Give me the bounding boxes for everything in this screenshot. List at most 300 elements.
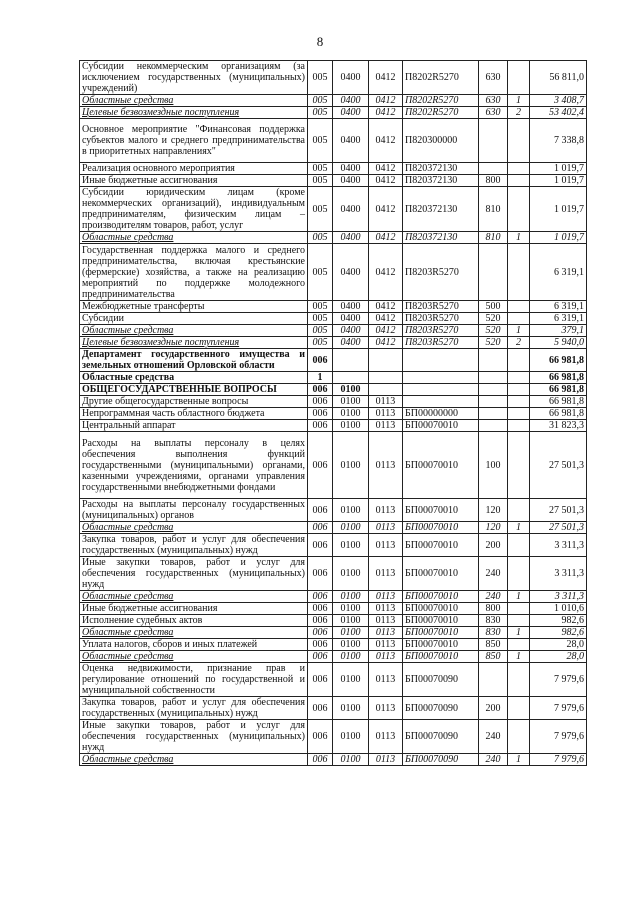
row-subsection-code: 0412: [369, 107, 403, 119]
row-section-code: 0100: [333, 720, 369, 754]
row-name: ОБЩЕГОСУДАРСТВЕННЫЕ ВОПРОСЫ: [80, 384, 308, 396]
row-target-article: БП00070010: [403, 639, 479, 651]
row-name: Основное мероприятие "Финансовая поддержка субъектов малого и среднего предпринимательства в приоритетных направлениях": [80, 119, 308, 163]
row-funding-source: [508, 639, 530, 651]
table-row: [80, 61, 587, 95]
row-funding-source: [508, 615, 530, 627]
row-subsection-code: 0412: [369, 95, 403, 107]
table-row: [80, 244, 587, 301]
row-subsection-code: 0412: [369, 337, 403, 349]
row-section-code: 0100: [333, 651, 369, 663]
row-target-article: П820372130: [403, 187, 479, 232]
row-funding-source: [508, 301, 530, 313]
row-ved-code: 006: [308, 639, 333, 651]
row-amount: 66 981,8: [530, 396, 587, 408]
table-row: [80, 325, 587, 337]
row-expense-type: [479, 349, 508, 372]
row-section-code: 0100: [333, 615, 369, 627]
row-amount: 1 019,7: [530, 187, 587, 232]
row-ved-code: 006: [308, 615, 333, 627]
row-subsection-code: 0412: [369, 61, 403, 95]
table-row: [80, 119, 587, 163]
row-expense-type: 810: [479, 232, 508, 244]
row-name: Областные средства: [80, 627, 308, 639]
table-row: [80, 349, 587, 372]
row-funding-source: [508, 384, 530, 396]
table-row: [80, 627, 587, 639]
row-amount: 7 979,6: [530, 663, 587, 697]
table-row: [80, 557, 587, 591]
row-amount: 982,6: [530, 615, 587, 627]
table-row: [80, 396, 587, 408]
row-amount: 1 019,7: [530, 163, 587, 175]
row-ved-code: 006: [308, 557, 333, 591]
row-subsection-code: 0113: [369, 557, 403, 591]
row-amount: 66 981,8: [530, 384, 587, 396]
row-name: Другие общегосударственные вопросы: [80, 396, 308, 408]
row-amount: 66 981,8: [530, 349, 587, 372]
row-ved-code: 006: [308, 591, 333, 603]
row-funding-source: [508, 119, 530, 163]
row-target-article: П820372130: [403, 232, 479, 244]
row-section-code: 0100: [333, 754, 369, 766]
table-row: [80, 232, 587, 244]
row-expense-type: 830: [479, 615, 508, 627]
row-name: Иные закупки товаров, работ и услуг для обеспечения государственных (муниципальных) нужд: [80, 557, 308, 591]
row-amount: 56 811,0: [530, 61, 587, 95]
row-amount: 28,0: [530, 651, 587, 663]
row-name: Расходы на выплаты персоналу в целях обеспечения выполнения функций государственными (муниципальными) органами, казенными учреждениями, органами управления государственными внебюджетными фондами: [80, 432, 308, 499]
row-ved-code: 006: [308, 408, 333, 420]
row-name: Закупка товаров, работ и услуг для обеспечения государственных (муниципальных) нужд: [80, 697, 308, 720]
table-row: [80, 301, 587, 313]
row-expense-type: 200: [479, 697, 508, 720]
row-section-code: 0400: [333, 337, 369, 349]
row-subsection-code: 0113: [369, 651, 403, 663]
row-section-code: 0100: [333, 396, 369, 408]
row-ved-code: 005: [308, 232, 333, 244]
row-expense-type: 830: [479, 627, 508, 639]
row-target-article: [403, 349, 479, 372]
row-target-article: БП00070090: [403, 663, 479, 697]
row-expense-type: 520: [479, 325, 508, 337]
table-row: [80, 372, 587, 384]
table-row: [80, 384, 587, 396]
row-ved-code: 006: [308, 499, 333, 522]
row-target-article: П820372130: [403, 163, 479, 175]
row-name: Департамент государственного имущества и земельных отношений Орловской области: [80, 349, 308, 372]
row-amount: 3 408,7: [530, 95, 587, 107]
row-subsection-code: 0412: [369, 175, 403, 187]
row-expense-type: 240: [479, 557, 508, 591]
row-subsection-code: 0412: [369, 119, 403, 163]
row-name: Областные средства: [80, 372, 308, 384]
row-funding-source: [508, 697, 530, 720]
table-row: [80, 720, 587, 754]
row-subsection-code: [369, 372, 403, 384]
row-funding-source: [508, 420, 530, 432]
row-funding-source: [508, 720, 530, 754]
row-name: Областные средства: [80, 232, 308, 244]
row-ved-code: 005: [308, 163, 333, 175]
row-name: Целевые безвозмездные поступления: [80, 107, 308, 119]
row-ved-code: 005: [308, 313, 333, 325]
row-funding-source: 2: [508, 107, 530, 119]
row-target-article: БП00070090: [403, 754, 479, 766]
row-section-code: 0100: [333, 591, 369, 603]
table-row: [80, 420, 587, 432]
row-ved-code: 005: [308, 119, 333, 163]
row-subsection-code: 0113: [369, 534, 403, 557]
row-amount: 6 319,1: [530, 244, 587, 301]
row-subsection-code: 0113: [369, 499, 403, 522]
row-ved-code: 005: [308, 107, 333, 119]
row-amount: 3 311,3: [530, 557, 587, 591]
row-section-code: 0400: [333, 325, 369, 337]
table-row: [80, 651, 587, 663]
row-funding-source: 1: [508, 651, 530, 663]
row-ved-code: 006: [308, 432, 333, 499]
row-target-article: БП00070010: [403, 499, 479, 522]
row-name: Областные средства: [80, 95, 308, 107]
row-subsection-code: [369, 384, 403, 396]
row-amount: 982,6: [530, 627, 587, 639]
row-ved-code: 005: [308, 95, 333, 107]
row-target-article: П820300000: [403, 119, 479, 163]
row-target-article: БП00070010: [403, 557, 479, 591]
row-subsection-code: 0113: [369, 627, 403, 639]
page-number: 8: [316, 34, 324, 49]
row-funding-source: 1: [508, 232, 530, 244]
row-section-code: 0400: [333, 175, 369, 187]
budget-table: [79, 60, 587, 766]
row-section-code: 0400: [333, 244, 369, 301]
row-ved-code: 005: [308, 175, 333, 187]
row-section-code: 0400: [333, 163, 369, 175]
row-subsection-code: 0113: [369, 615, 403, 627]
row-expense-type: [479, 244, 508, 301]
row-funding-source: [508, 61, 530, 95]
row-amount: 27 501,3: [530, 432, 587, 499]
row-target-article: П8202R5270: [403, 61, 479, 95]
row-subsection-code: 0113: [369, 697, 403, 720]
row-ved-code: 006: [308, 420, 333, 432]
row-target-article: П8203R5270: [403, 337, 479, 349]
row-amount: 6 319,1: [530, 301, 587, 313]
row-target-article: БП00070090: [403, 720, 479, 754]
table-row: [80, 697, 587, 720]
row-section-code: 0100: [333, 499, 369, 522]
row-amount: 7 979,6: [530, 697, 587, 720]
row-expense-type: [479, 384, 508, 396]
row-section-code: 0100: [333, 384, 369, 396]
table-row: [80, 432, 587, 499]
row-funding-source: [508, 603, 530, 615]
row-ved-code: 006: [308, 349, 333, 372]
row-subsection-code: [369, 349, 403, 372]
row-ved-code: 006: [308, 603, 333, 615]
row-ved-code: 006: [308, 396, 333, 408]
row-name: Непрограммная часть областного бюджета: [80, 408, 308, 420]
row-subsection-code: 0113: [369, 720, 403, 754]
row-funding-source: [508, 534, 530, 557]
row-funding-source: [508, 663, 530, 697]
row-name: Государственная поддержка малого и среднего предпринимательства, включая крестьянские (фермерские) хозяйства, а также на реализацию мероприятий по поддержке молодежного предпринимательства: [80, 244, 308, 301]
row-amount: 7 338,8: [530, 119, 587, 163]
row-target-article: БП00070010: [403, 432, 479, 499]
row-funding-source: [508, 396, 530, 408]
row-target-article: П8203R5270: [403, 313, 479, 325]
row-target-article: БП00070010: [403, 522, 479, 534]
row-subsection-code: 0113: [369, 396, 403, 408]
row-target-article: БП00070010: [403, 534, 479, 557]
row-section-code: 0100: [333, 432, 369, 499]
row-funding-source: [508, 408, 530, 420]
row-ved-code: 006: [308, 663, 333, 697]
row-funding-source: 1: [508, 522, 530, 534]
row-subsection-code: 0113: [369, 754, 403, 766]
row-funding-source: [508, 499, 530, 522]
row-expense-type: 850: [479, 651, 508, 663]
row-target-article: [403, 396, 479, 408]
row-funding-source: [508, 349, 530, 372]
row-subsection-code: 0113: [369, 603, 403, 615]
row-expense-type: 800: [479, 175, 508, 187]
row-name: Реализация основного мероприятия: [80, 163, 308, 175]
row-name: Областные средства: [80, 754, 308, 766]
row-subsection-code: 0412: [369, 232, 403, 244]
table-row: [80, 187, 587, 232]
row-name: Оценка недвижимости, признание прав и регулирование отношений по государственной и муниципальной собственности: [80, 663, 308, 697]
row-ved-code: 005: [308, 244, 333, 301]
row-name: Целевые безвозмездные поступления: [80, 337, 308, 349]
table-row: [80, 163, 587, 175]
table-row: [80, 408, 587, 420]
row-target-article: П820372130: [403, 175, 479, 187]
row-subsection-code: 0113: [369, 639, 403, 651]
row-target-article: [403, 372, 479, 384]
row-name: Закупка товаров, работ и услуг для обеспечения государственных (муниципальных) нужд: [80, 534, 308, 557]
row-name: Субсидии юридическим лицам (кроме некоммерческих организаций), индивидуальным предпринимателям, физическим лицам – производителям товаров, работ, услуг: [80, 187, 308, 232]
row-funding-source: 1: [508, 754, 530, 766]
row-subsection-code: 0113: [369, 408, 403, 420]
row-ved-code: 006: [308, 384, 333, 396]
row-section-code: 0100: [333, 408, 369, 420]
row-amount: 3 311,3: [530, 591, 587, 603]
row-section-code: 0100: [333, 663, 369, 697]
row-name: Областные средства: [80, 325, 308, 337]
row-ved-code: 005: [308, 325, 333, 337]
row-subsection-code: 0412: [369, 301, 403, 313]
row-target-article: БП00070010: [403, 627, 479, 639]
row-name: Областные средства: [80, 522, 308, 534]
row-funding-source: 1: [508, 95, 530, 107]
table-row: [80, 175, 587, 187]
row-expense-type: 240: [479, 754, 508, 766]
row-section-code: 0100: [333, 603, 369, 615]
row-section-code: [333, 349, 369, 372]
row-expense-type: 520: [479, 337, 508, 349]
row-subsection-code: 0412: [369, 313, 403, 325]
row-expense-type: [479, 163, 508, 175]
row-ved-code: 006: [308, 754, 333, 766]
row-amount: 1 019,7: [530, 175, 587, 187]
row-funding-source: [508, 372, 530, 384]
row-expense-type: 500: [479, 301, 508, 313]
row-section-code: 0100: [333, 420, 369, 432]
row-expense-type: [479, 420, 508, 432]
row-section-code: [333, 372, 369, 384]
row-section-code: 0100: [333, 534, 369, 557]
table-row: [80, 615, 587, 627]
row-section-code: 0400: [333, 119, 369, 163]
row-expense-type: 120: [479, 522, 508, 534]
row-expense-type: 520: [479, 313, 508, 325]
row-subsection-code: 0113: [369, 663, 403, 697]
row-name: Расходы на выплаты персоналу государственных (муниципальных) органов: [80, 499, 308, 522]
table-row: [80, 95, 587, 107]
row-section-code: 0100: [333, 522, 369, 534]
row-target-article: БП00070010: [403, 603, 479, 615]
table-row: [80, 534, 587, 557]
row-amount: 31 823,3: [530, 420, 587, 432]
row-target-article: БП00070010: [403, 591, 479, 603]
row-expense-type: 630: [479, 95, 508, 107]
row-target-article: П8203R5270: [403, 244, 479, 301]
row-funding-source: [508, 313, 530, 325]
row-expense-type: [479, 119, 508, 163]
row-funding-source: 2: [508, 337, 530, 349]
row-expense-type: 240: [479, 591, 508, 603]
row-funding-source: [508, 175, 530, 187]
row-name: Иные закупки товаров, работ и услуг для обеспечения государственных (муниципальных) нужд: [80, 720, 308, 754]
row-section-code: 0400: [333, 95, 369, 107]
row-ved-code: 1: [308, 372, 333, 384]
row-amount: 379,1: [530, 325, 587, 337]
row-amount: 28,0: [530, 639, 587, 651]
row-ved-code: 005: [308, 187, 333, 232]
row-amount: 6 319,1: [530, 313, 587, 325]
row-amount: 27 501,3: [530, 499, 587, 522]
row-ved-code: 006: [308, 627, 333, 639]
row-amount: 66 981,8: [530, 408, 587, 420]
row-expense-type: 810: [479, 187, 508, 232]
row-amount: 7 979,6: [530, 754, 587, 766]
row-funding-source: [508, 163, 530, 175]
row-expense-type: [479, 372, 508, 384]
table-row: [80, 591, 587, 603]
row-section-code: 0400: [333, 107, 369, 119]
row-name: Уплата налогов, сборов и иных платежей: [80, 639, 308, 651]
row-amount: 1 010,6: [530, 603, 587, 615]
row-ved-code: 005: [308, 337, 333, 349]
row-name: Иные бюджетные ассигнования: [80, 603, 308, 615]
table-row: [80, 107, 587, 119]
row-amount: 5 940,0: [530, 337, 587, 349]
row-amount: 53 402,4: [530, 107, 587, 119]
row-section-code: 0400: [333, 313, 369, 325]
row-target-article: П8202R5270: [403, 107, 479, 119]
row-subsection-code: 0113: [369, 420, 403, 432]
row-section-code: 0100: [333, 639, 369, 651]
table-row: [80, 522, 587, 534]
row-funding-source: 1: [508, 325, 530, 337]
row-ved-code: 006: [308, 720, 333, 754]
row-section-code: 0400: [333, 301, 369, 313]
row-subsection-code: 0412: [369, 163, 403, 175]
row-name: Исполнение судебных актов: [80, 615, 308, 627]
row-expense-type: [479, 663, 508, 697]
row-expense-type: [479, 396, 508, 408]
row-target-article: БП00070010: [403, 420, 479, 432]
row-subsection-code: 0113: [369, 432, 403, 499]
row-section-code: 0100: [333, 557, 369, 591]
row-amount: 66 981,8: [530, 372, 587, 384]
row-target-article: БП00070010: [403, 615, 479, 627]
row-target-article: П8203R5270: [403, 325, 479, 337]
row-expense-type: 850: [479, 639, 508, 651]
row-funding-source: 1: [508, 591, 530, 603]
row-target-article: БП00070090: [403, 697, 479, 720]
row-subsection-code: 0412: [369, 187, 403, 232]
row-ved-code: 006: [308, 522, 333, 534]
row-name: Межбюджетные трансферты: [80, 301, 308, 313]
row-subsection-code: 0113: [369, 591, 403, 603]
row-expense-type: 630: [479, 61, 508, 95]
row-target-article: [403, 384, 479, 396]
row-ved-code: 005: [308, 301, 333, 313]
row-section-code: 0400: [333, 187, 369, 232]
row-funding-source: 1: [508, 627, 530, 639]
row-ved-code: 006: [308, 651, 333, 663]
table-row: [80, 603, 587, 615]
row-section-code: 0400: [333, 232, 369, 244]
row-ved-code: 005: [308, 61, 333, 95]
row-target-article: БП00070010: [403, 651, 479, 663]
row-amount: 7 979,6: [530, 720, 587, 754]
table-row: [80, 337, 587, 349]
row-amount: 1 019,7: [530, 232, 587, 244]
row-target-article: П8202R5270: [403, 95, 479, 107]
row-section-code: 0100: [333, 697, 369, 720]
row-subsection-code: 0412: [369, 244, 403, 301]
table-row: [80, 499, 587, 522]
row-name: Областные средства: [80, 591, 308, 603]
row-funding-source: [508, 187, 530, 232]
row-subsection-code: 0113: [369, 522, 403, 534]
row-expense-type: 240: [479, 720, 508, 754]
row-target-article: БП00000000: [403, 408, 479, 420]
row-expense-type: 120: [479, 499, 508, 522]
row-target-article: П8203R5270: [403, 301, 479, 313]
row-funding-source: [508, 244, 530, 301]
row-amount: 3 311,3: [530, 534, 587, 557]
table-row: [80, 313, 587, 325]
row-name: Субсидии: [80, 313, 308, 325]
row-expense-type: 200: [479, 534, 508, 557]
row-expense-type: 630: [479, 107, 508, 119]
row-funding-source: [508, 432, 530, 499]
row-name: Областные средства: [80, 651, 308, 663]
row-name: Иные бюджетные ассигнования: [80, 175, 308, 187]
row-expense-type: 800: [479, 603, 508, 615]
row-section-code: 0100: [333, 627, 369, 639]
row-name: Субсидии некоммерческим организациям (за исключением государственных (муниципальных) учреждений): [80, 61, 308, 95]
row-subsection-code: 0412: [369, 325, 403, 337]
row-ved-code: 006: [308, 534, 333, 557]
row-name: Центральный аппарат: [80, 420, 308, 432]
table-row: [80, 639, 587, 651]
